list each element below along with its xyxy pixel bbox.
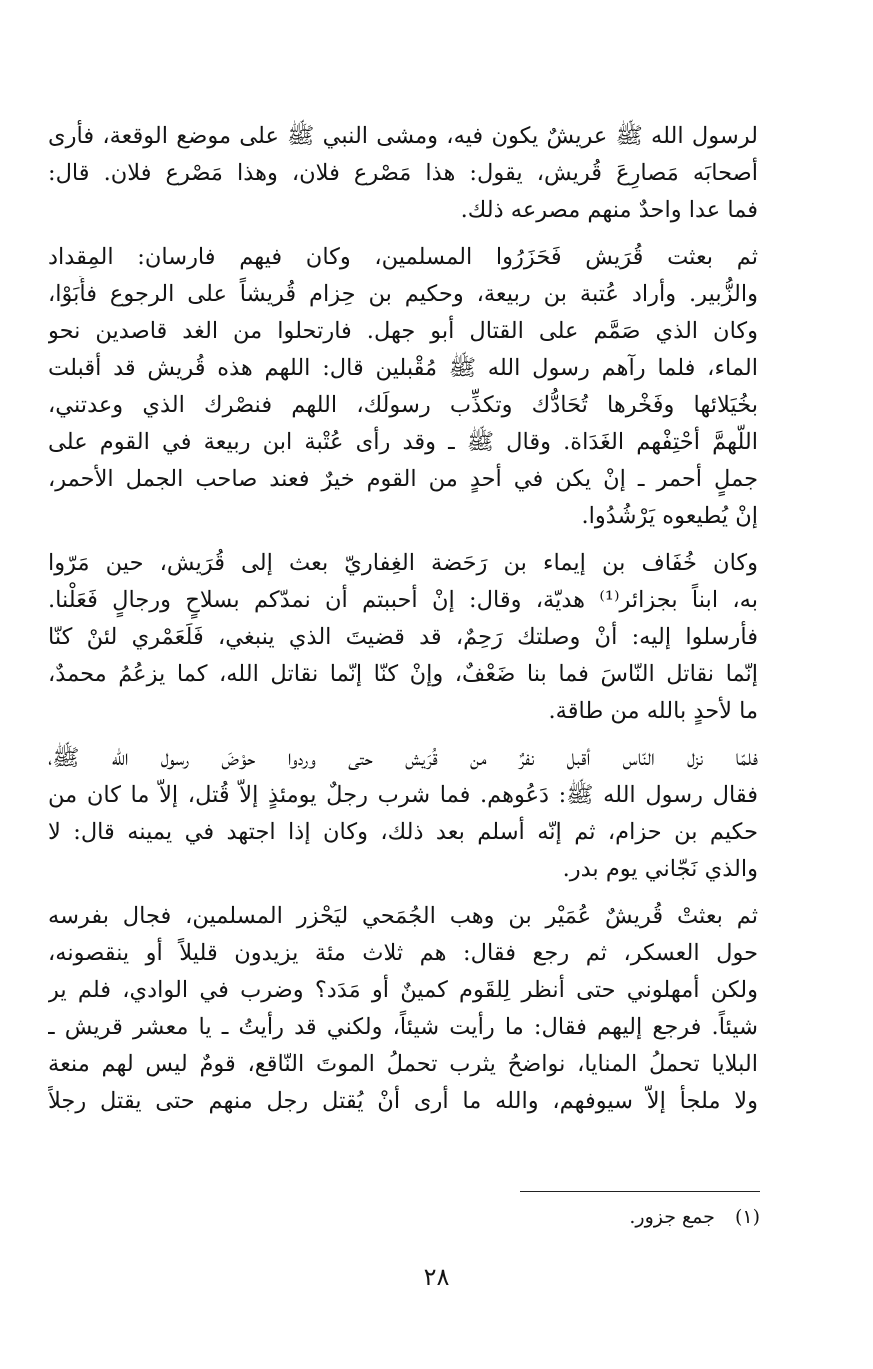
text-line: ولا ملجأ إلاّ سيوفهم، والله ما أرى أنْ يُقتل رجل منهم حتى يقتل رجلاً: [48, 1088, 758, 1114]
footnote-divider: [520, 1191, 760, 1192]
text-line: فقال رسول الله ﷺ: دَعُوهم. فما شرب رجلٌ يومئذٍ إلاّ قُتل، إلاّ ما كان من: [48, 782, 758, 808]
paragraph-4: [48, 740, 758, 888]
text-line: جملٍ أحمر ـ إنْ يكن في أحدٍ من القوم خيرٌ فعند صاحب الجمل الأحمر،: [48, 466, 758, 492]
text-line: والزُّبير. وأراد عُتبة بن ربيعة، وحكيم بن حِزام قُريشاً على الرجوع فأَبَوْا،: [48, 281, 758, 307]
footnote: [629, 1206, 760, 1228]
footnote-text: جمع جزور.: [629, 1206, 715, 1228]
text-line: فما عدا واحدٌ منهم مصرعه ذلك.: [460, 197, 758, 223]
page-number: ٢٨: [423, 1263, 450, 1291]
text-line: به، ابناً بجزائر⁽¹⁾ هديّة، وقال: إنْ أحببتم أن نمدّكم بسلاحٍ ورجالٍ فَعَلْنا.: [48, 587, 758, 613]
paragraph-3: [48, 545, 758, 730]
text-line: فأرسلوا إليه: أنْ وصلتك رَحِمٌ، قد قضيتَ الذي ينبغي، فَلَعَمْري لئنْ كنّا: [48, 624, 758, 650]
text-line: وكان الذي صَمَّم على القتال أبو جهل. فارتحلوا من الغد قاصدين نحو: [48, 318, 758, 344]
text-line: فلمّا نزل النّاس أقبل نفرٌ من قُرَيش حتى وردوا حوْضَ رسول الله ﷺ،: [48, 745, 758, 771]
text-line: إنّما نقاتل النّاسَ فما بنا ضَعْفٌ، وإنْ كنّا إنّما نقاتل الله، كما يزعُمُ محمدٌ،: [48, 661, 758, 687]
text-line: ثم بعثت قُرَيش فَحَزَرُوا المسلمين، وكان فيهم فارسان: المِقداد: [48, 244, 758, 270]
text-line: ولكن أمهلوني حتى أنظر لِلقَوم كمينٌ أو مَدَد؟ وضرب في الوادي، فلم ير: [48, 977, 758, 1003]
footnote-number: (١): [734, 1206, 760, 1228]
text-line: بخُيَلائها وفَخْرها تُحَادُّك وتكذِّب رسولَك، اللهم فنصْرك الذي وعدتني،: [48, 392, 758, 418]
text-line: اللّهمَّ أحْتِفْهم الغَدَاة. وقال ﷺ ـ وقد رأى عُتْبة ابن ربيعة في القوم على: [48, 429, 758, 455]
page-body: [48, 118, 758, 1120]
text-line: حكيم بن حزام، ثم إنّه أسلم بعد ذلك، وكان إذا اجتهد في يمينه قال: لا: [48, 819, 758, 845]
text-line: شيئاً. فرجع إليهم فقال: ما رأيت شيئاً، ولكني قد رأيتُ ـ يا معشر قريش ـ: [48, 1014, 758, 1040]
text-line: وكان خُفَاف بن إيماء بن رَحَضة الغِفاريّ بعث إلى قُرَيش، حين مَرّوا: [48, 550, 758, 576]
text-line: والذي نَجّاني يوم بدر.: [562, 856, 758, 882]
paragraph-1: [48, 118, 758, 229]
text-line: الماء، فلما رآهم رسول الله ﷺ مُقْبلين قال: اللهم هذه قُريش قد أقبلت: [48, 355, 758, 381]
text-line: البلايا تحملُ المنايا، نواضحُ يثرب تحملُ الموتَ النّاقع، قومٌ ليس لهم منعة: [48, 1051, 758, 1077]
text-line: لرسول الله ﷺ عريشٌ يكون فيه، ومشى النبي ﷺ على موضع الوقعة، فأرى: [48, 123, 758, 149]
paragraph-5: [48, 898, 758, 1120]
text-line: أصحابَه مَصارِعَ قُريش، يقول: هذا مَصْرع فلان، وهذا مَصْرع فلان. قال:: [48, 160, 758, 186]
text-line: ما لأحدٍ بالله من طاقة.: [548, 698, 758, 724]
text-line: إنْ يُطيعوه يَرْشُدُوا.: [581, 503, 758, 529]
text-line: حول العسكر، ثم رجع فقال: هم ثلاث مئة يزيدون قليلاً أو ينقصونه،: [48, 940, 758, 966]
text-line: ثم بعثتْ قُريشٌ عُمَيْر بن وهب الجُمَحي ليَحْزر المسلمين، فجال بفرسه: [48, 903, 758, 929]
paragraph-2: [48, 239, 758, 535]
